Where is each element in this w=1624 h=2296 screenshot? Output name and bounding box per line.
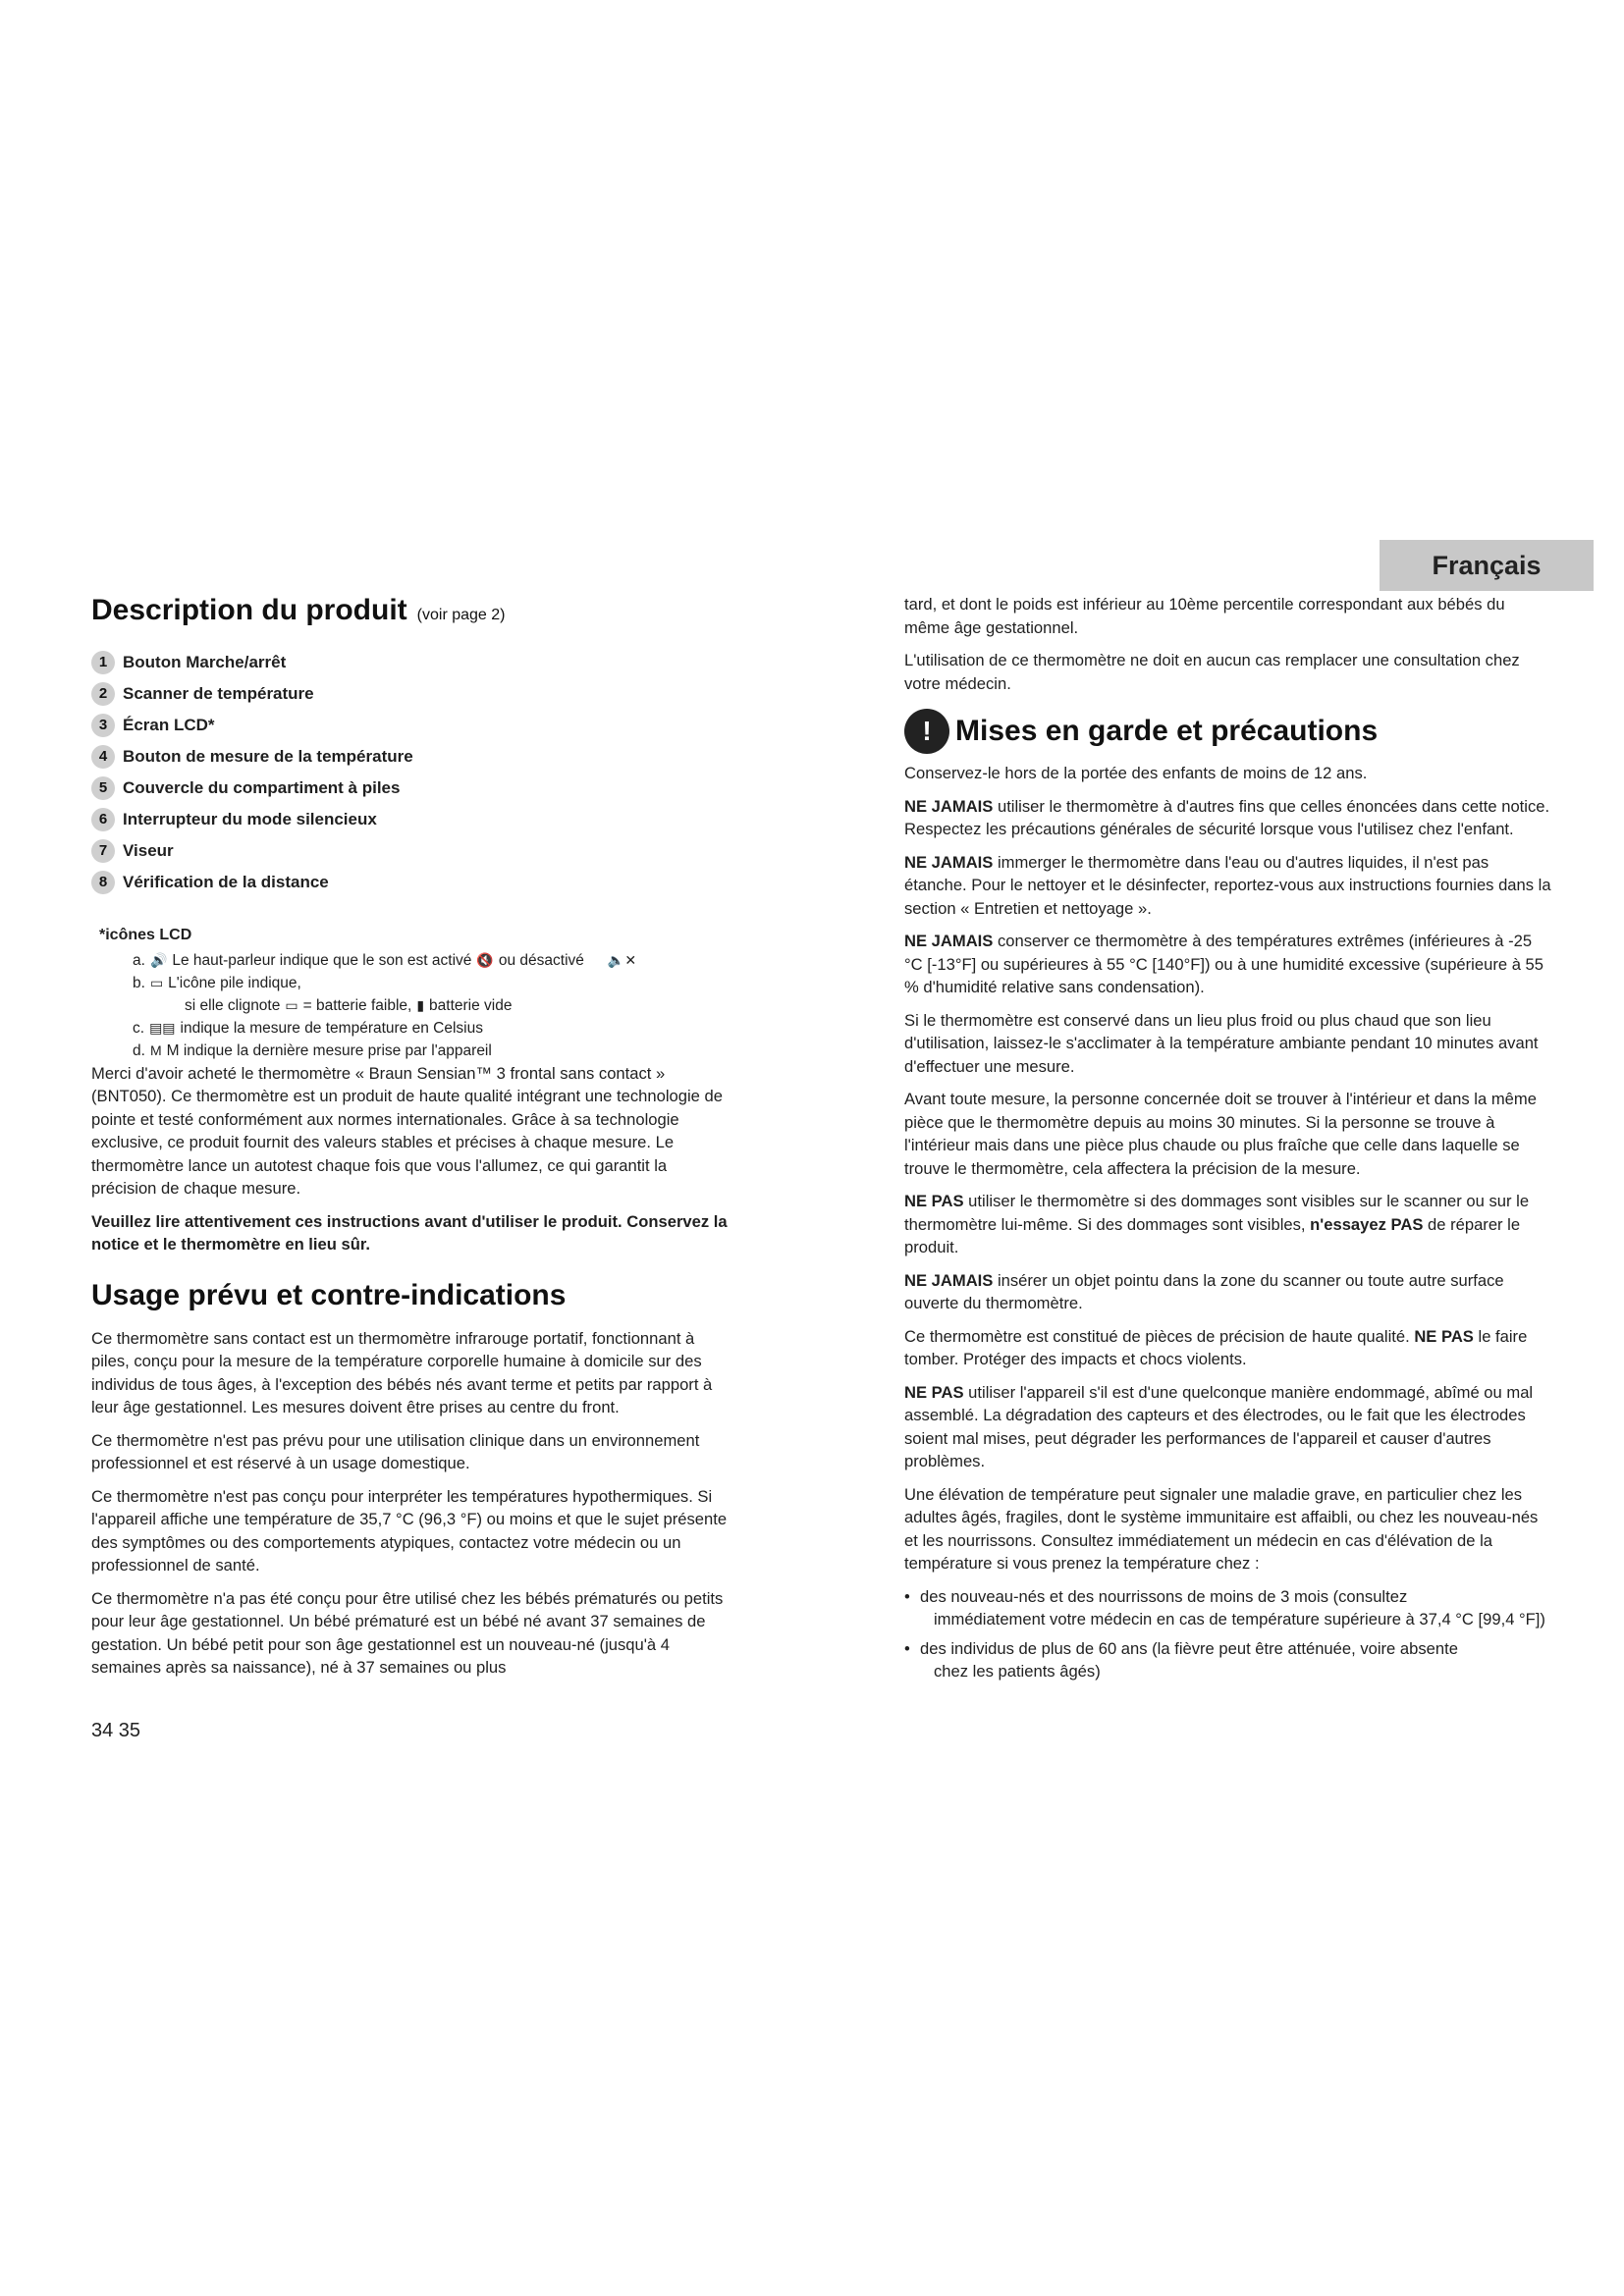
celsius-display-icon: ▤▤	[149, 1019, 176, 1036]
battery-empty-icon: ▮	[416, 996, 425, 1013]
warnings-heading	[904, 709, 1552, 754]
continued-paragraph: tard, et dont le poids est inférieur au 10ème percentile correspondant aux bébés du même âge gestationnel.	[904, 595, 1505, 637]
product-description-heading: Description du produit (voir page 2)	[91, 594, 506, 626]
lcd-icons-title: *icônes LCD	[99, 927, 192, 943]
warning-paragraph: Avant toute mesure, la personne concernée doit se trouver à l'intérieur et dans la même pièce que le thermomètre depuis au moins 30 minutes. Si la personne se trouve à l'intérieur mais dans une pièce plus chaude ou plus fraîche que celle dans laquelle se trouve le thermomètre, cela affectera la précision de la mesure.	[904, 1090, 1537, 1178]
parts-list	[91, 647, 730, 898]
speaker-off-icon: 🔇	[476, 951, 494, 968]
lcd-item-c: c. ▤▤ indique la mesure de température en Celsius	[91, 1017, 730, 1040]
warning-paragraph: NE JAMAIS utiliser le thermomètre à d'autres fins que celles énoncées dans cette notice. Respectez les précautions générales de sécurité lorsque vous l'utilisez chez l'enfant.	[904, 796, 1550, 838]
part-number-badge: 1	[91, 651, 115, 674]
left-column	[91, 593, 730, 1689]
warnings-title: Mises en garde et précautions	[955, 715, 1379, 748]
lcd-item-a: a. 🔊 Le haut-parleur indique que le son est activé 🔇 ou désactivé 🔈✕	[91, 949, 730, 972]
part-number-badge: 2	[91, 682, 115, 706]
lcd-icons-section	[91, 924, 730, 1062]
usage-heading: Usage prévu et contre-indications	[91, 1278, 567, 1311]
part-number-badge: 4	[91, 745, 115, 769]
part-item: 3 Écran LCD*	[91, 710, 730, 741]
lcd-item-b: b. ▭ L'icône pile indique,	[91, 972, 730, 994]
part-item: 1 Bouton Marche/arrêt	[91, 647, 730, 678]
part-number-badge: 8	[91, 871, 115, 894]
page-numbers: 34 35	[91, 1720, 141, 1741]
battery-blinking-icon: ▭	[285, 996, 298, 1013]
warning-icon: !	[904, 709, 949, 754]
warning-paragraph: NE JAMAIS insérer un objet pointu dans la zone du scanner ou toute autre surface ouverte du thermomètre.	[904, 1270, 1504, 1312]
part-item: 7 Viseur	[91, 835, 730, 867]
right-column	[904, 593, 1552, 1689]
part-number-badge: 6	[91, 808, 115, 831]
part-item: 8 Vérification de la distance	[91, 867, 730, 898]
part-number-badge: 3	[91, 714, 115, 737]
list-item: • des individus de plus de 60 ans (la fièvre peut être atténuée, voire absente chez les patients âgés)	[904, 1637, 1552, 1683]
part-item: 5 Couvercle du compartiment à piles	[91, 773, 730, 804]
part-number-badge: 7	[91, 839, 115, 863]
list-item: • des nouveau-nés et des nourrissons de moins de 3 mois (consultez immédiatement votre médecin en cas de température supérieure à 37,4 °C [99,4 °F])	[904, 1585, 1552, 1631]
usage-paragraph: Ce thermomètre sans contact est un thermomètre infrarouge portatif, fonctionnant à piles, conçu pour la mesure de la température corporelle humaine à domicile sur des individus de tous âges, à l'exception des bébés nés avant terme et petits par rapport à leur âge gestationnel. Les mesures doivent être prises au centre du front.	[91, 1328, 713, 1416]
warning-paragraph: Ce thermomètre est constitué de pièces de précision de haute qualité. NE PAS le faire tomber. Protéger des impacts et chocs violents.	[904, 1326, 1528, 1368]
part-item: 6 Interrupteur du mode silencieux	[91, 804, 730, 835]
language-tab: Français	[1380, 540, 1594, 591]
speaker-mute-icon: 🔈✕	[607, 951, 637, 968]
memory-icon: M	[149, 1041, 162, 1058]
part-number-badge: 5	[91, 776, 115, 800]
risk-groups-list	[904, 1585, 1552, 1683]
warning-paragraph: Une élévation de température peut signaler une maladie grave, en particulier chez les adultes âgés, fragiles, dont le système immunitaire est affaibli, ou chez les nouveau-nés et les nourrissons. Consultez immédiatement un médecin en cas d'élévation de la température si vous prenez la température chez :	[904, 1484, 1539, 1573]
warning-paragraph: NE PAS utiliser le thermomètre si des dommages sont visibles sur le scanner ou sur le thermomètre lui-même. Si des dommages sont visibles, n'essayez PAS de réparer le produit.	[904, 1192, 1530, 1256]
lcd-item-b-detail: si elle clignote ▭ = batterie faible, ▮ batterie vide	[91, 994, 730, 1017]
usage-paragraph: Ce thermomètre n'a pas été conçu pour être utilisé chez les bébés prématurés ou petits pour leur âge gestationnel. Un bébé prématuré est un bébé né avant 37 semaines de gestation. Un bébé petit pour son âge gestationnel est un nouveau-né (jusqu'à 4 semaines après sa naissance), né à 37 semaines ou plus	[91, 1588, 724, 1677]
part-item: 2 Scanner de température	[91, 678, 730, 710]
battery-icon: ▭	[149, 974, 164, 990]
warning-paragraph: Conservez-le hors de la portée des enfants de moins de 12 ans.	[904, 764, 1368, 782]
warning-paragraph: NE PAS utiliser l'appareil s'il est d'une quelconque manière endommagé, abîmé ou mal assemblé. La dégradation des capteurs et des électrodes, ou le fait que les électrodes soient mal mises, peut dégrader les performances de l'appareil et causer d'autres problèmes.	[904, 1382, 1534, 1470]
intro-paragraph: Merci d'avoir acheté le thermomètre « Braun Sensian™ 3 frontal sans contact » (BNT050). Ce thermomètre est un produit de haute qualité intégrant une technologie de pointe et testé conformément aux normes internationales. Grâce à sa technologie exclusive, ce produit fournit des valeurs stables et précises à chaque mesure. Le thermomètre lance un autotest chaque fois que vous l'allumez, ce qui garantit la précision de chaque mesure.	[91, 1063, 723, 1198]
heading-page-ref: (voir page 2)	[416, 607, 506, 623]
usage-paragraph: Ce thermomètre n'est pas conçu pour interpréter les températures hypothermiques. Si l'appareil affiche une température de 35,7 °C (96,3 °F) ou moins et que le sujet présente des symptômes ou des comportements atypiques, contactez votre médecin ou un professionnel de santé.	[91, 1486, 728, 1575]
usage-paragraph: Ce thermomètre n'est pas prévu pour une utilisation clinique dans un environnement professionnel et est réservé à un usage domestique.	[91, 1430, 700, 1472]
continued-paragraph: L'utilisation de ce thermomètre ne doit en aucun cas remplacer une consultation chez votre médecin.	[904, 651, 1520, 693]
lcd-item-d: d. M M indique la dernière mesure prise par l'appareil	[91, 1040, 730, 1062]
warning-paragraph: Si le thermomètre est conservé dans un lieu plus froid ou plus chaud que son lieu d'utilisation, laissez-le s'acclimater à la température ambiante pendant 10 minutes avant d'effectuer une mesure.	[904, 1010, 1539, 1076]
warning-paragraph: NE JAMAIS conserver ce thermomètre à des températures extrêmes (inférieures à -25 °C [-13°F] ou supérieures à 55 °C [140°F]) ou à une humidité excessive (supérieure à 55 % d'humidité relative sans condensation).	[904, 932, 1543, 996]
intro-notice: Veuillez lire attentivement ces instructions avant d'utiliser le produit. Conservez la notice et le thermomètre en lieu sûr.	[91, 1211, 728, 1254]
warning-paragraph: NE JAMAIS immerger le thermomètre dans l'eau ou d'autres liquides, il n'est pas étanche. Pour le nettoyer et le désinfecter, reportez-vous aux instructions fournies dans la section « Entretien et nettoyage ».	[904, 852, 1551, 918]
part-item: 4 Bouton de mesure de la température	[91, 741, 730, 773]
speaker-on-icon: 🔊	[149, 951, 168, 968]
